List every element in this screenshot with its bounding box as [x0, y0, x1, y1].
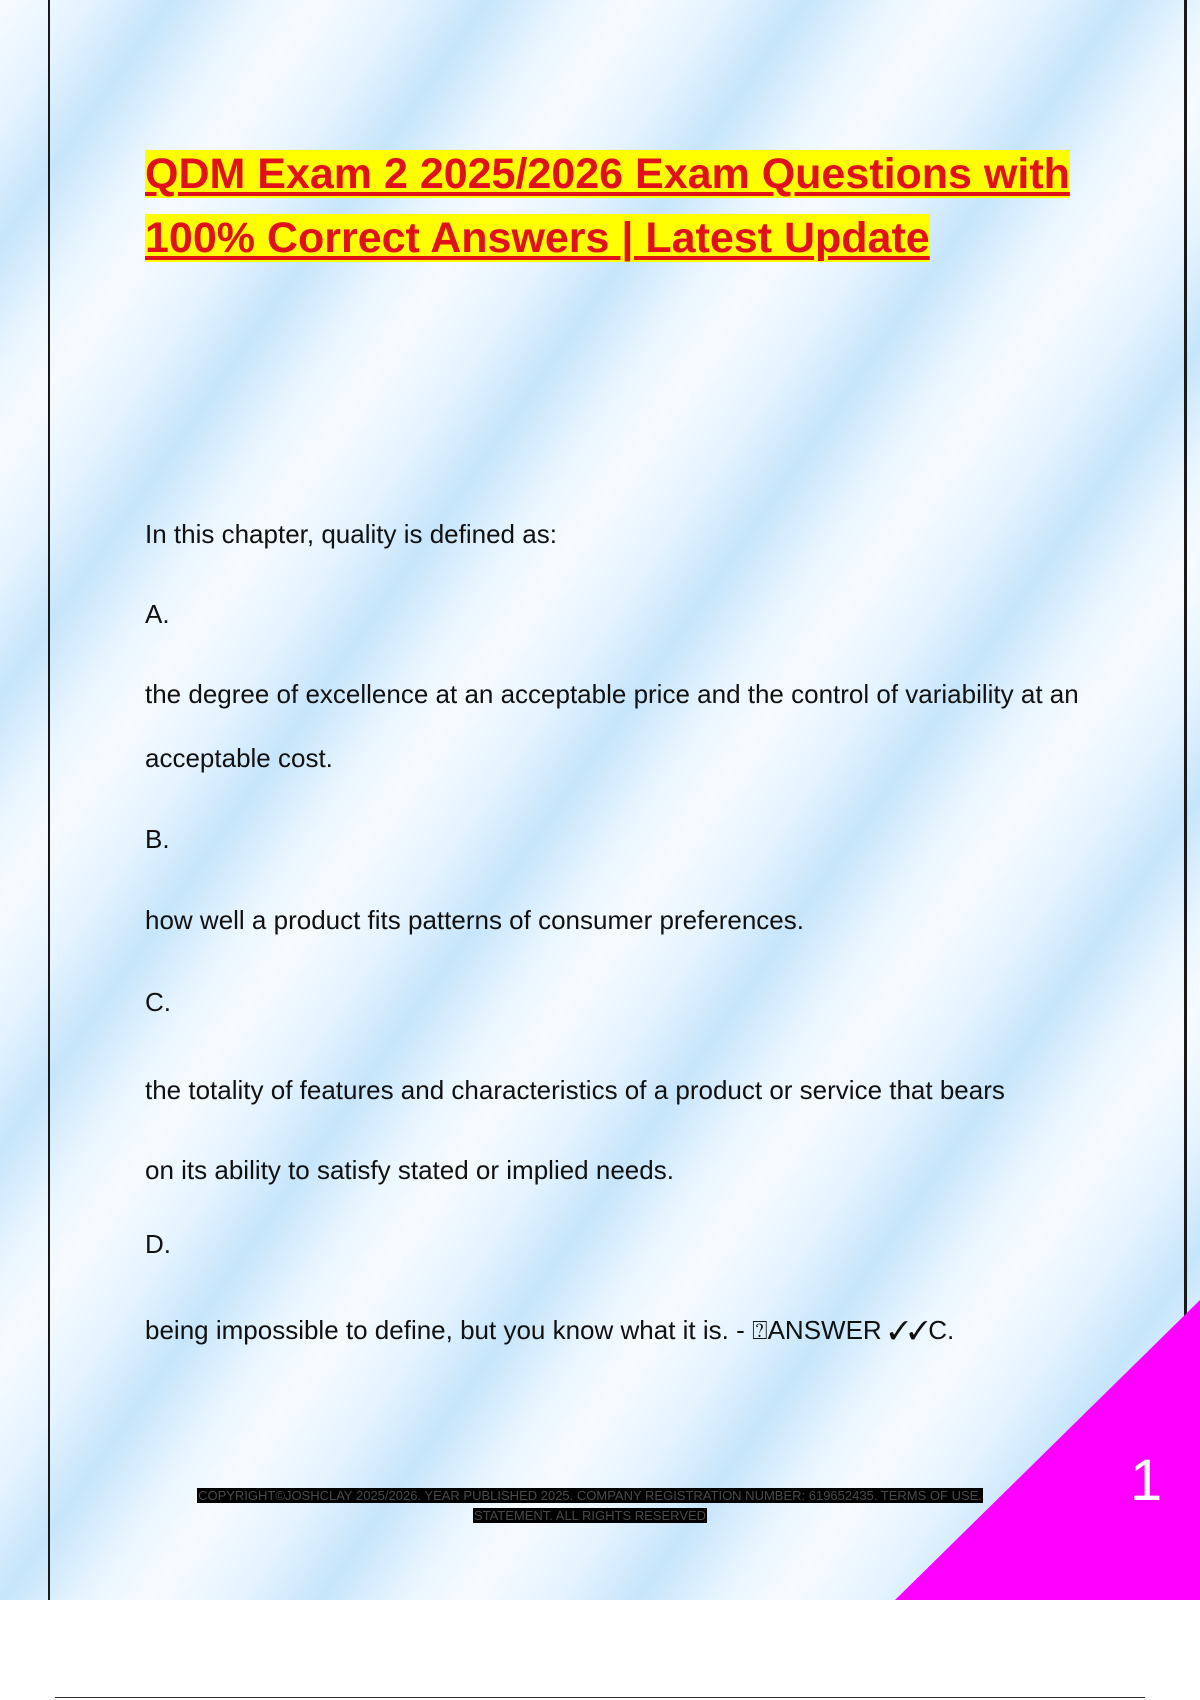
left-border-line [48, 0, 50, 1600]
document-title [145, 142, 1105, 270]
copyright-footer [175, 1486, 1005, 1526]
copyright-line-1: COPYRIGHT©JOSHCLAY 2025/2026. YEAR PUBLISHED 2025. COMPANY REGISTRATION NUMBER: 619652435. TERMS OF USE. [198, 1488, 982, 1503]
option-c-text: the totality of features and characteristics of a product or service that bears on its ability to satisfy stated or implied needs. [145, 1075, 1005, 1185]
bottom-divider [55, 1697, 1145, 1698]
option-a-letter: A. [145, 599, 170, 629]
option-a-text: the degree of excellence at an acceptable price and the control of variability at an acceptable cost. [145, 679, 1079, 773]
option-c-letter: C. [145, 987, 171, 1017]
option-b-text: how well a product fits patterns of consumer preferences. [145, 905, 804, 935]
option-b-letter: B. [145, 824, 170, 854]
option-d-text: being impossible to define, but you know what it is. - ⍰ANSWER ✓✓C. [145, 1315, 955, 1345]
document-title-text: QDM Exam 2 2025/2026 Exam Questions with 100% Correct Answers | Latest Update [145, 150, 1070, 262]
question-text: In this chapter, quality is defined as: [145, 519, 557, 549]
option-d-letter: D. [145, 1229, 171, 1259]
page-number: 1 [1130, 1448, 1163, 1513]
copyright-line-2: STATEMENT. ALL RIGHTS RESERVED [473, 1508, 707, 1523]
